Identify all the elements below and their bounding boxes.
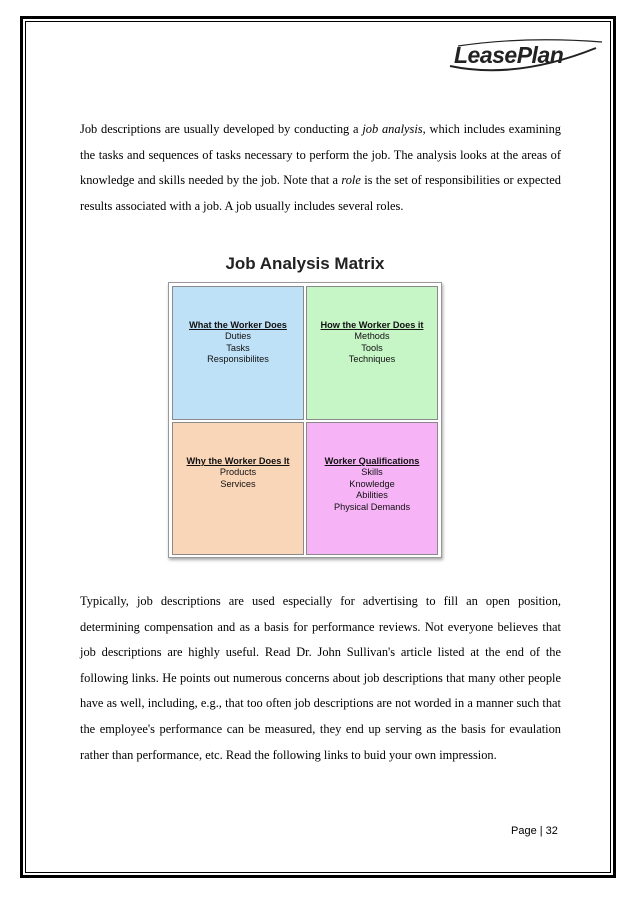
cell-heading-how: How the Worker Does it <box>320 320 424 330</box>
cell-item: Abilities <box>356 490 388 500</box>
logo-text: LeasePlan <box>454 42 564 68</box>
job-analysis-matrix <box>168 282 442 558</box>
cell-item: Responsibilites <box>207 354 269 364</box>
cell-item: Services <box>220 478 256 489</box>
cell-heading-qualifications: Worker Qualifications <box>324 456 420 466</box>
matrix-cell-why <box>172 422 304 555</box>
intro-text-1: Job descriptions are usually developed by conducting a <box>80 122 363 136</box>
cell-heading-why: Why the Worker Does It <box>186 456 290 466</box>
matrix-title: Job Analysis Matrix <box>225 254 385 273</box>
cell-item: Knowledge <box>349 478 395 489</box>
leaseplan-logo <box>446 36 606 82</box>
matrix-cell-what <box>172 286 304 420</box>
intro-emphasis-role: role <box>341 173 361 188</box>
intro-emphasis-job-analysis: job analysis <box>362 122 423 136</box>
cell-item: Duties <box>224 331 252 341</box>
intro-text-3: is the set of responsibilities or expected results associated with a job. A job usually includes several roles. <box>80 173 562 213</box>
cell-item: Tasks <box>226 342 250 353</box>
matrix-cell-how <box>306 286 438 420</box>
cell-heading-what: What the Worker Does <box>189 320 287 330</box>
matrix-cell-qualifications <box>306 422 438 555</box>
cell-item: Physical Demands <box>333 501 411 512</box>
cell-item: Skills <box>361 467 383 477</box>
cell-item: Techniques <box>348 354 396 364</box>
intro-paragraph <box>80 117 561 219</box>
intro-text-2: , which includes examining the tasks and sequences of tasks necessary to perform the job. The analysis looks at the areas of knowledge and skills needed by the job. Note that a <box>80 122 562 188</box>
cell-item: Products <box>219 467 257 477</box>
body-paragraph: Typically, job descriptions are used especially for advertising to fill an open position, determining compensation and as a basis for performance reviews. Not everyone believes that job descriptions are highly useful. Read Dr. John Sullivan's article listed at the end of the following links. He points out numerous concerns about job descriptions that many other people have as well, including, e.g., that too often job descriptions are not worded in a manner such that the employee's performance can be measured, they end up serving as the basis for evaulation rather than performance, etc. Read the following links to buid your own impression. <box>80 594 561 762</box>
cell-item: Methods <box>354 331 390 341</box>
cell-item: Tools <box>361 342 383 353</box>
page-number: Page | 32 <box>511 825 558 837</box>
